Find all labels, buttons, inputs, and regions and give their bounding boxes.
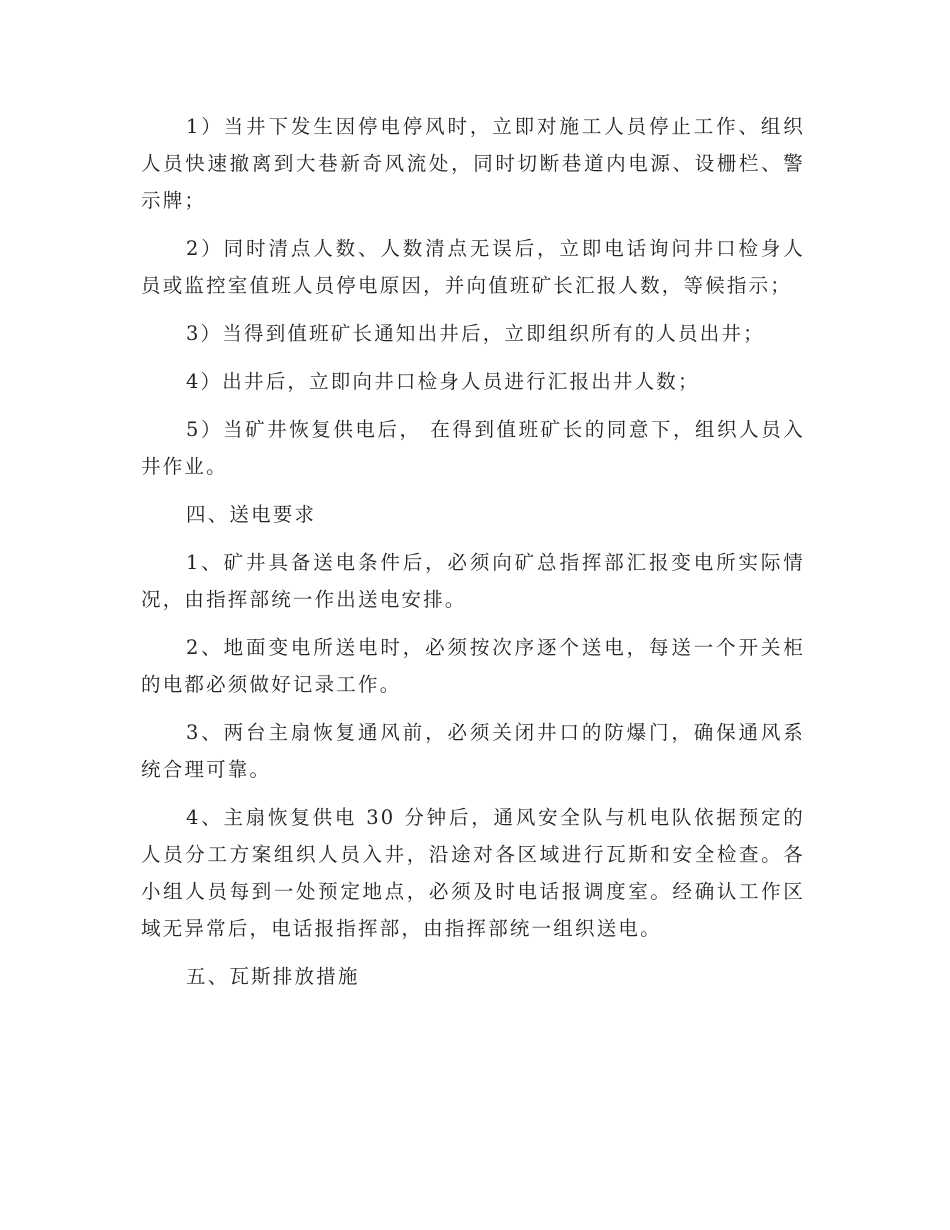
section-heading-power-restoration: 四、送电要求: [186, 503, 317, 526]
paragraph-step-5: 5）当矿井恢复供电后， 在得到值班矿长的同意下，组织人员入井作业。: [141, 418, 805, 478]
paragraph-step-4: 4）出井后，立即向井口检身人员进行汇报出井人数；: [186, 370, 700, 393]
section-heading-gas-discharge: 五、瓦斯排放措施: [186, 965, 360, 988]
paragraph-step-2: 2）同时清点人数、人数清点无误后，立即电话询问井口检身人员或监控室值班人员停电原因，并向值班矿长汇报人数，等候指示；: [141, 237, 805, 297]
paragraph-step-3: 3）当得到值班矿长通知出井后，立即组织所有的人员出井；: [186, 322, 765, 345]
paragraph-step-1: 1）当井下发生因停电停风时，立即对施工人员停止工作、组织人员快速撤离到大巷新奇风流处，同时切断巷道内电源、设栅栏、警示牌；: [141, 115, 805, 212]
paragraph-requirement-3: 3、两台主扇恢复通风前，必须关闭井口的防爆门，确保通风系统合理可靠。: [141, 721, 805, 781]
document-body: [141, 108, 805, 1006]
paragraph-requirement-4: 4、主扇恢复供电 30 分钟后，通风安全队与机电队依据预定的人员分工方案组织人员入井，沿途对各区域进行瓦斯和安全检查。各小组人员每到一处预定地点，必须及时电话报调度室。经确认工作区域无异常后，电话报指挥部，由指挥部统一组织送电。: [141, 806, 805, 940]
paragraph-requirement-1: 1、矿井具备送电条件后，必须向矿总指挥部汇报变电所实际情况，由指挥部统一作出送电安排。: [141, 551, 805, 611]
paragraph-requirement-2: 2、地面变电所送电时，必须按次序逐个送电，每送一个开关柜的电都必须做好记录工作。: [141, 636, 805, 696]
